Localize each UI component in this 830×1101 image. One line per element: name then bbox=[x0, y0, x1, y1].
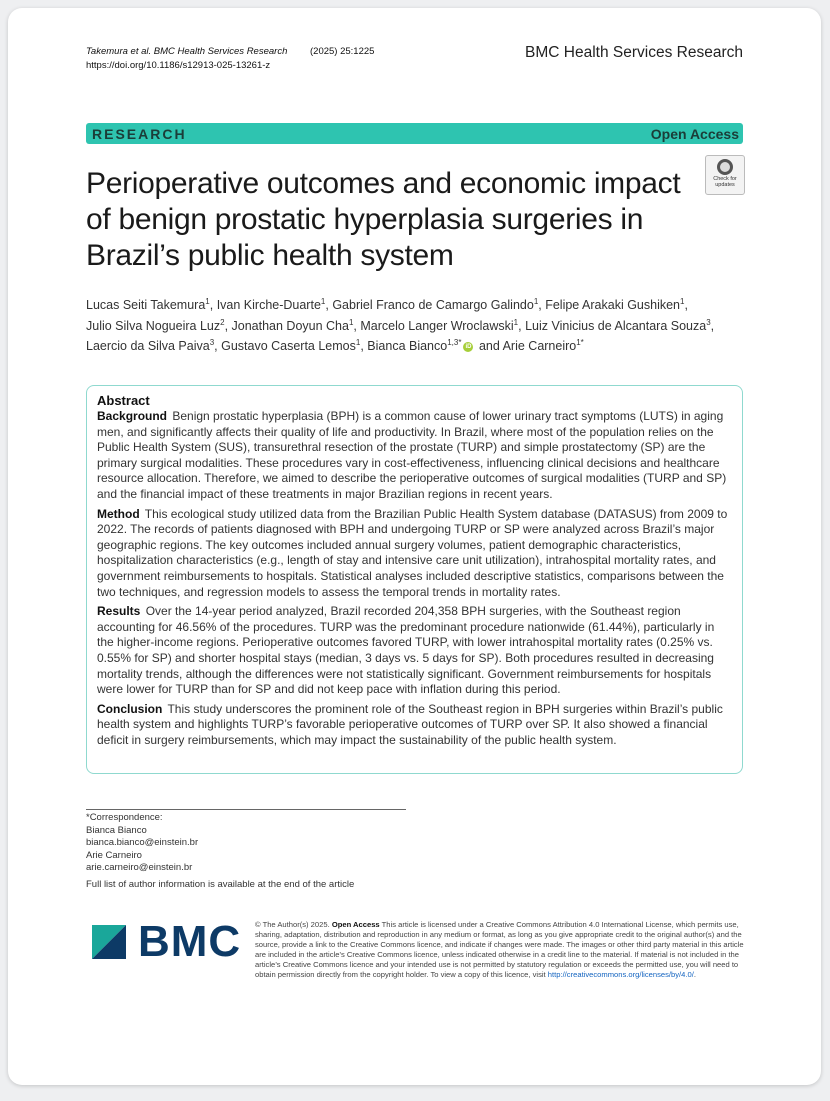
results-label: Results bbox=[97, 604, 141, 619]
author: Gabriel Franco de Camargo Galindo bbox=[332, 298, 534, 312]
citation-block bbox=[86, 45, 394, 72]
author-affiliation: 1 bbox=[680, 296, 685, 306]
author: Jonathan Doyun Cha bbox=[231, 318, 349, 333]
license-prefix: © The Author(s) 2025. bbox=[255, 920, 330, 929]
author: Felipe Arakaki Gushiken bbox=[545, 298, 681, 312]
author: Laercio da Silva Paiva bbox=[86, 339, 210, 353]
background-label: Background bbox=[97, 409, 168, 423]
correspondence-email[interactable]: bianca.bianco@einstein.br bbox=[86, 837, 199, 848]
author: Arie Carneiro bbox=[502, 339, 577, 353]
abstract-conclusion bbox=[97, 702, 732, 749]
author-affiliation: 1* bbox=[576, 337, 584, 347]
check-updates-icon bbox=[717, 159, 733, 175]
bmc-logo bbox=[86, 917, 246, 967]
author-affiliation: 1,3* bbox=[447, 337, 462, 347]
article-type-banner bbox=[86, 123, 743, 144]
abstract-method bbox=[97, 507, 732, 601]
author-affiliation: 2 bbox=[220, 317, 225, 327]
license-body: This article is licensed under a Creative Commons Attribution 4.0 International License, which permits use, sharing, adaptation, distribution and reproduction in any medium or format, as long as you give appropriate credit to the original author(s) and the source, provide a link to the Creative Commons licence, and indicate if changes were made. The images or other third party material in this article are included in the article’s Creative Commons licence, unless indicated otherwise in a credit line to the material. If material is not included in the article’s Creative Commons licence and your intended use is not permitted by statutory regulation or exceeds the permitted use, you will need to obtain permission directly from the copyright holder. To view a copy of this licence, visit bbox=[255, 920, 744, 979]
author-info-note: Full list of author information is available at the end of the article bbox=[86, 879, 355, 890]
journal-name: BMC Health Services Research bbox=[525, 44, 743, 61]
citation-journal: BMC Health Services Research bbox=[153, 46, 288, 57]
license-open-access: Open Access bbox=[331, 920, 380, 929]
abstract-box bbox=[86, 385, 743, 774]
correspondence-block bbox=[86, 812, 198, 875]
author: Luiz Vinicius de Alcantara Souza bbox=[525, 318, 707, 333]
bmc-logo-text: BMC bbox=[138, 917, 242, 966]
author-affiliation: 3 bbox=[209, 337, 215, 347]
correspondence-name: Bianca Bianco bbox=[86, 824, 147, 836]
orcid-icon[interactable]: iD bbox=[465, 343, 472, 350]
method-label: Method bbox=[97, 506, 140, 521]
author-affiliation: 1 bbox=[205, 296, 210, 306]
license-link[interactable]: http://creativecommons.org/licenses/by/4.0/ bbox=[547, 970, 694, 979]
abstract-heading: Abstract bbox=[97, 393, 150, 408]
author-affiliation: 1 bbox=[355, 337, 361, 347]
author-affiliation: 3 bbox=[706, 317, 711, 327]
author-affiliation: 1 bbox=[513, 317, 519, 327]
check-updates-label-2: updates bbox=[715, 182, 735, 188]
abstract-results bbox=[97, 604, 732, 698]
background-text: Benign prostatic hyperplasia (BPH) is a common cause of lower urinary tract symptoms (LUTS) in aging men, and significantly affects their quality of life and productivity. In Brazil, where most of the population relies on the Public Health System (SUS), transurethral resection of the prostate (TURP) and simple prostatectomy (SP) are the primary surgical modalities. These procedures vary in cost-effectiveness, influencing clinical decisions and healthcare resource allocation. Therefore, we aimed to describe the perioperative outcomes of surgical modalities (TURP and SP) and the financial impact of these treatments in major Brazilian regions in recent years. bbox=[97, 409, 727, 501]
check-for-updates-button[interactable] bbox=[705, 155, 745, 195]
article-page bbox=[8, 8, 821, 1085]
author-affiliation: 1 bbox=[348, 317, 354, 327]
open-access-label: Open Access bbox=[650, 126, 739, 142]
citation-authors: Takemura et al. bbox=[86, 46, 152, 57]
conclusion-text: This study underscores the prominent role of the Southeast region in BPH surgeries within Brazil’s public health system and highlights TURP’s favorable perioperative outcomes of TURP over SP. It also showed a financial deficit in surgery reimbursements, which may impact the sustainability of the public health system. bbox=[97, 701, 723, 747]
author-conjunction: and bbox=[478, 339, 500, 353]
author-affiliation: 1 bbox=[320, 296, 326, 306]
license-suffix: . bbox=[693, 970, 696, 979]
license-statement bbox=[255, 920, 745, 980]
author-affiliation: 1 bbox=[533, 296, 539, 306]
article-type-label: RESEARCH bbox=[92, 126, 187, 142]
correspondence-name: Arie Carneiro bbox=[86, 849, 142, 861]
author: Julio Silva Nogueira Luz bbox=[86, 318, 221, 333]
results-text: Over the 14-year period analyzed, Brazil recorded 204,358 BPH surgeries, with the Southeast region accounting for 46.56% of the procedures. TURP was the predominant procedure nationwide (61.44%), particularly in the higher-income regions. Perioperative outcomes favored TURP, with lower intrahospital mortality rates (0.25% vs. 0.55% for SP) and shorter hospital stays (median, 3 days vs. 5 days for SP). Both procedures resulted in decreasing mortality trends, although the differences were not statistically significant. Government reimbursements for hospitals were lower for TURP than for SP and did not keep pace with inflation during this period. bbox=[97, 604, 715, 697]
citation-volume: (2025) 25:1225 bbox=[310, 46, 375, 57]
author-list: Lucas Seiti Takemura$^1$, Ivan Kirche-Duarte$^1$, Gabriel Franco de Camargo Galindo$^1$, Felipe Arakaki Gushiken$^1$, Julio Silva Nogueira Luz$^2$, Jonathan Doyun Cha$^1$, Marcelo Langer Wroclawski$^1$, Luiz Vinicius de Alcantara Souza$^3$, Laercio da Silva Paiva$^3$, Gustavo Caserta Lemos$^1$, Bianca Bianco$^{1,3*}$ iD and Arie Carneiro$^{1*}$ bbox=[86, 296, 715, 353]
article-title: Perioperative outcomes and economic impact of benign prostatic hyperplasia surgeries in Brazil’s public health system bbox=[86, 167, 681, 272]
author: Marcelo Langer Wroclawski bbox=[360, 318, 514, 333]
method-text: This ecological study utilized data from the Brazilian Public Health System database (DATASUS) from 2009 to 2022. The records of patients diagnosed with BPH and undergoing TURP or SP were analyzed across Brazil’s major geographic regions. The key outcomes included annual surgery volumes, patient demographic characteristics, hospitalization characteristics (e.g., length of stay and intensive care unit utilization), intrahospital mortality rates, and government reimbursements to hospitals. Statistical analyses included descriptive statistics, comparisons between the two techniques, and regression models to assess the temporal trends in mortality rates. bbox=[97, 506, 728, 599]
check-updates-label-1: Check for bbox=[713, 176, 737, 182]
doi-link[interactable]: https://doi.org/10.1186/s12913-025-13261-z bbox=[86, 59, 271, 71]
correspondence-email[interactable]: arie.carneiro@einstein.br bbox=[86, 862, 193, 873]
conclusion-label: Conclusion bbox=[97, 701, 163, 716]
bmc-logo-mark-icon bbox=[86, 917, 134, 967]
footnote-divider bbox=[86, 809, 406, 810]
author: Ivan Kirche-Duarte bbox=[216, 298, 321, 312]
abstract-background bbox=[97, 409, 732, 503]
correspondence-label: *Correspondence: bbox=[86, 812, 163, 823]
author: Bianca Bianco bbox=[367, 339, 448, 353]
author: Gustavo Caserta Lemos bbox=[221, 339, 356, 353]
author: Lucas Seiti Takemura bbox=[86, 298, 206, 312]
